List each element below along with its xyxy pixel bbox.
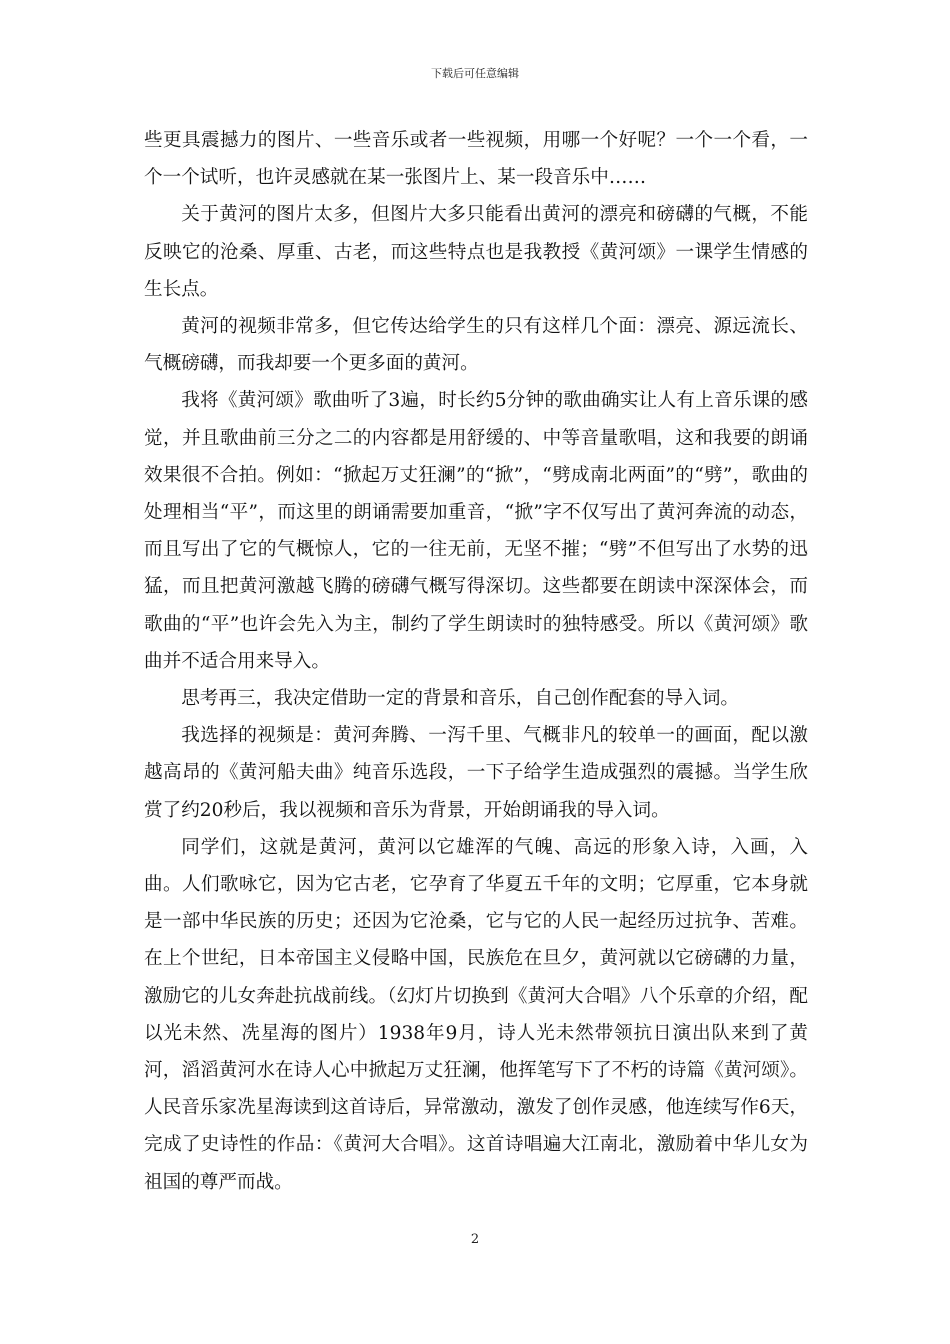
- paragraph: 黄河的视频非常多，但它传达给学生的只有这样几个面：漂亮、源远流长、气概磅礴，而我却要一个更多面的黄河。: [144, 316, 808, 375]
- paragraph: 我选择的视频是：黄河奔腾、一泻千里、气概非凡的较单一的画面，配以激越高昂的《黄河船夫曲》纯音乐选段，一下子给学生造成强烈的震撼。当学生欣赏了约20秒后，我以视频和音乐为背景，开始朗诵我的导入词。: [144, 725, 808, 821]
- paragraph: 些更具震撼力的图片、一些音乐或者一些视频，用哪一个好呢？一个一个看，一个一个试听，也许灵感就在某一张图片上、某一段音乐中……: [144, 130, 808, 189]
- document-body: [144, 122, 808, 1201]
- paragraph: 我将《黄河颂》歌曲听了3遍，时长约5分钟的歌曲确实让人有上音乐课的感觉，并且歌曲前三分之二的内容都是用舒缓的、中等音量歌唱，这和我要的朗诵效果很不合拍。例如：“掀起万丈狂澜”的“掀”，“劈成南北两面”的“劈”，歌曲的处理相当“平”，而这里的朗诵需要加重音，“掀”字不仅写出了黄河奔流的动态，而且写出了它的气概惊人，它的一往无前，无坚不摧；“劈”不但写出了水势的迅猛，而且把黄河激越飞腾的磅礴气概写得深切。这些都要在朗读中深深体会，而歌曲的“平”也许会先入为主，制约了学生朗读时的独特感受。所以《黄河颂》歌曲并不适合用来导入。: [144, 390, 809, 672]
- paragraph: 思考再三，我决定借助一定的背景和音乐，自己创作配套的导入词。: [181, 688, 740, 710]
- page-header: 下载后可任意编辑: [431, 67, 519, 80]
- paragraph: 关于黄河的图片太多，但图片大多只能看出黄河的漂亮和磅礴的气概，不能反映它的沧桑、厚重、古老，而这些特点也是我教授《黄河颂》一课学生情感的生长点。: [144, 204, 808, 300]
- page-number: 2: [470, 1232, 480, 1247]
- paragraph: 同学们，这就是黄河，黄河以它雄浑的气魄、高远的形象入诗，入画，入曲。人们歌咏它，因为它古老，它孕育了华夏五千年的文明；它厚重，它本身就是一部中华民族的历史；还因为它沧桑，它与它的人民一起经历过抗争、苦难。在上个世纪，日本帝国主义侵略中国，民族危在旦夕，黄河就以它磅礴的力量，激励它的儿女奔赴抗战前线。（幻灯片切换到《黄河大合唱》八个乐章的介绍，配以光未然、冼星海的图片）1938年9月，诗人光未然带领抗日演出队来到了黄河，滔滔黄河水在诗人心中掀起万丈狂澜，他挥笔写下了不朽的诗篇《黄河颂》。人民音乐家冼星海读到这首诗后，异常激动，激发了创作灵感，他连续写作6天，完成了史诗性的作品：《黄河大合唱》。这首诗唱遍大江南北，激励着中华儿女为祖国的尊严而战。: [144, 836, 808, 1193]
